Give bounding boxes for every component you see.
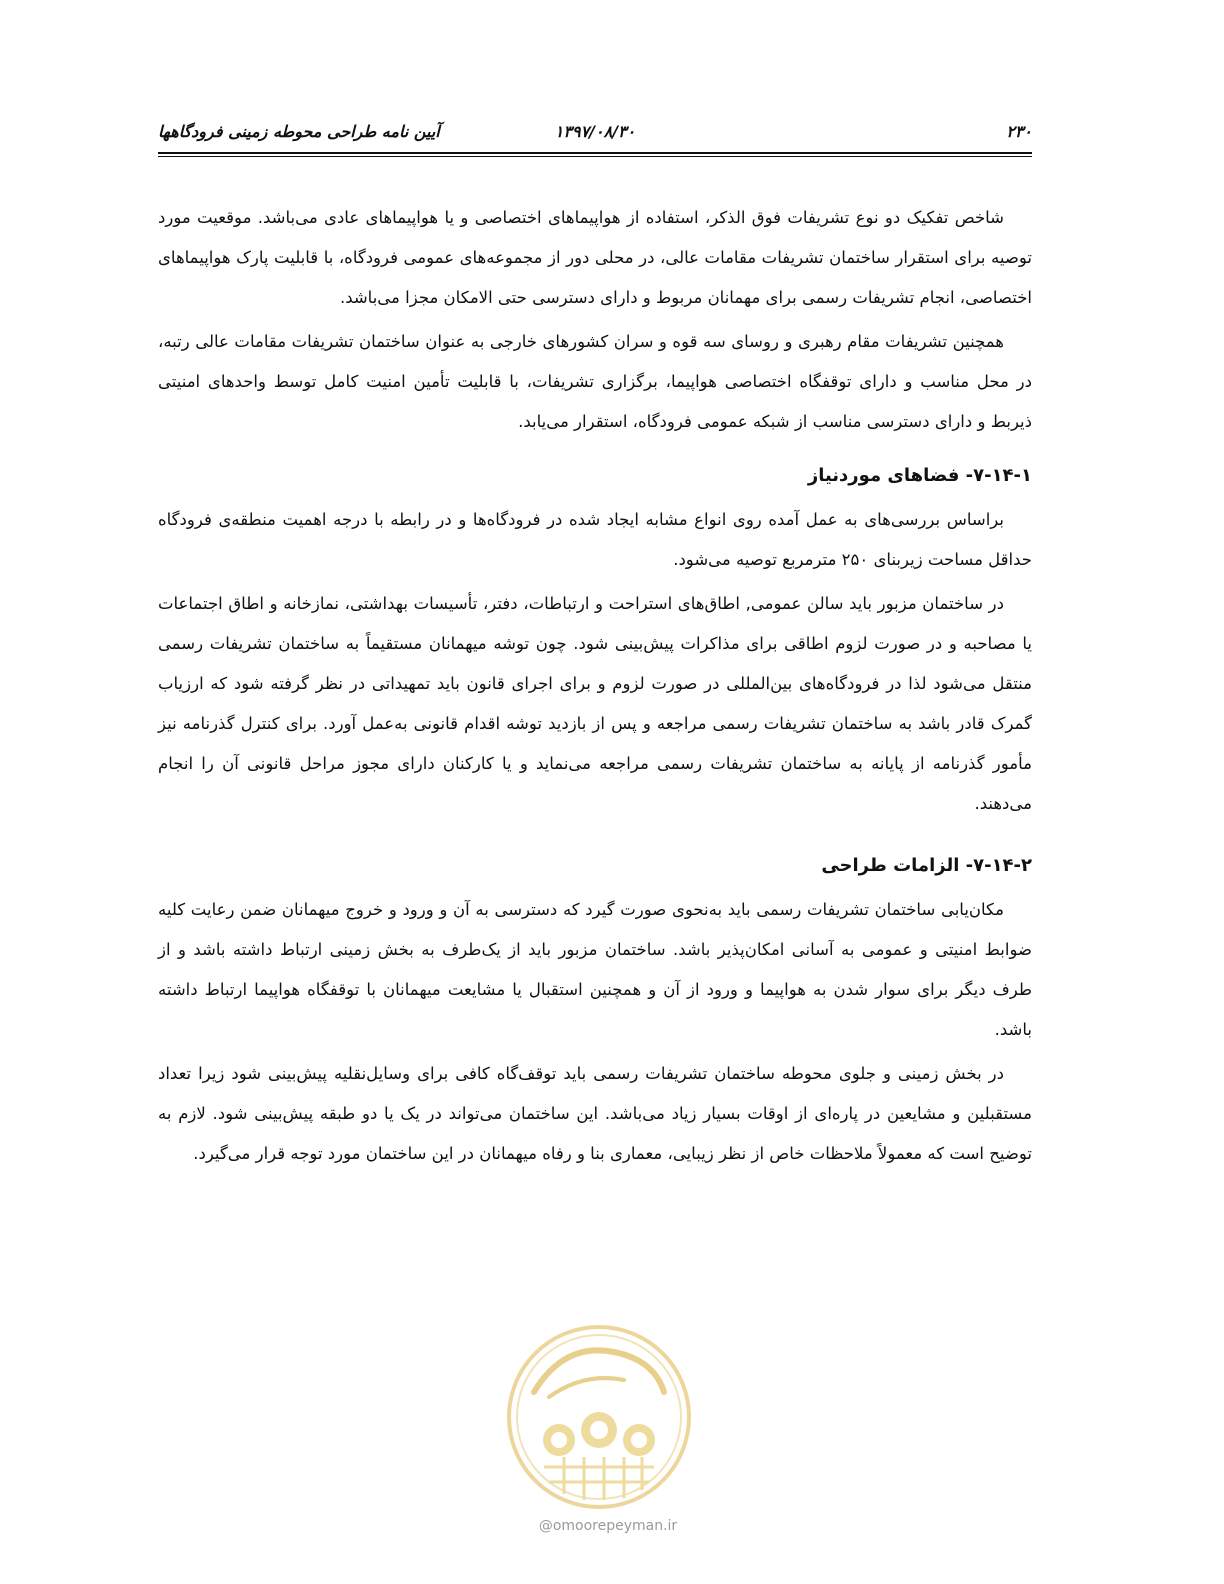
paragraph: مکان‌یابی ساختمان تشریفات رسمی باید به‌نحوی صورت گیرد که دسترسی به آن و ورود و خروج میهمانان ضمن رعایت کلیه ضوابط امنیتی و عمومی به آسانی امکان‌پذیر باشد. ساختمان مزبور باید از یک‌طرف به بخش زمینی ارتباط داشته باشد و از طرف دیگر برای سوار شدن به هواپیما و ورود از آن و همچنین استقبال یا مشایعت میهمانان با توقفگاه هواپیما ارتباط داشته باشد. <box>158 900 1032 1039</box>
section-heading: ۷-۱۴-۱- فضاهای موردنیاز <box>807 465 1032 486</box>
grid-icon <box>544 1457 654 1500</box>
paragraph: در بخش زمینی و جلوی محوطه ساختمان تشریفات رسمی باید توقف‌گاه کافی برای وسایل‌نقلیه پیش‌بینی شود زیرا تعداد مستقبلین و مشایعین در پاره‌ای از اوقات بسیار زیاد می‌باشد. این ساختمان می‌تواند در یک یا دو طبقه پیش‌بینی شود. لازم به توضیح است که معمولاً ملاحظات خاص از نظر زیبایی، معماری بنا و رفاه میهمانان در این ساختمان مورد توجه قرار می‌گیرد. <box>158 1064 1032 1163</box>
paragraph: شاخص تفکیک دو نوع تشریفات فوق الذکر، استفاده از هواپیماهای اختصاصی و یا هواپیماهای عادی می‌باشد. موقعیت مورد توصیه برای استقرار ساختمان تشریفات مقامات عالی، در محلی دور از مجموعه‌های عمومی فرودگاه، با قابلیت پارک هواپیماهای اختصاصی، انجام تشریفات رسمی برای مهمانان مربوط و دارای دسترسی حتی الامکان مجزا می‌باشد. <box>158 208 1032 307</box>
header-date: ۱۳۹۷/۰۸/۳۰ <box>554 122 636 141</box>
header-title: آیین نامه طراحی محوطه زمینی فرودگاهها <box>158 122 440 141</box>
header-rule <box>158 152 1032 154</box>
header-rule-thin <box>158 156 1032 157</box>
paragraph: همچنین تشریفات مقام رهبری و روسای سه قوه و سران کشورهای خارجی به عنوان ساختمان تشریفات مقامات عالی رتبه، در محل مناسب و دارای توقفگاه اختصاصی هواپیما، برگزاری تشریفات، با قابلیت تأمین امنیت کامل توسط واحدهای امنیتی ذیربط و دارای دسترسی مناسب از شبکه عمومی فرودگاه، استقرار می‌یابد. <box>158 332 1032 431</box>
paragraph: براساس بررسی‌های به عمل آمده روی انواع مشابه ایجاد شده در فرودگاه‌ها و در رابطه با درجه اهمیت منطقه‌ی فرودگاه حداقل مساحت زیربنای ۲۵۰ مترمربع توصیه می‌شود. <box>158 510 1032 569</box>
paragraph: در ساختمان مزبور باید سالن عمومی, اطاق‌های استراحت و ارتباطات، دفتر، تأسیسات بهداشتی، نمازخانه و اطاق اجتماعات یا مصاحبه و در صورت لزوم اطاقی برای مذاکرات پیش‌بینی شود. چون توشه میهمانان مستقیماً به ساختمان تشریفات رسمی منتقل می‌شود لذا در فرودگاه‌های بین‌المللی در صورت لزوم و برای اجرای قانون باید تمهیداتی در نظر گرفته شود که ارزیاب گمرک قادر باشد به ساختمان تشریفات رسمی مراجعه و پس از بازدید توشه اقدام قانونی به‌عمل آورد. برای کنترل گذرنامه نیز مأمور گذرنامه از پایانه به ساختمان تشریفات رسمی مراجعه می‌نماید و یا کارکنان دارای مجوز مراحل قانونی آن را انجام می‌دهند. <box>158 594 1032 813</box>
running-header <box>158 116 1032 150</box>
page-body <box>158 198 1032 1178</box>
page-number: ۲۳۰ <box>1006 122 1032 141</box>
section-heading: ۷-۱۴-۲- الزامات طراحی <box>821 855 1032 876</box>
watermark-logo <box>504 1322 694 1512</box>
watermark-url: @omoorepeyman.ir <box>538 1518 678 1534</box>
